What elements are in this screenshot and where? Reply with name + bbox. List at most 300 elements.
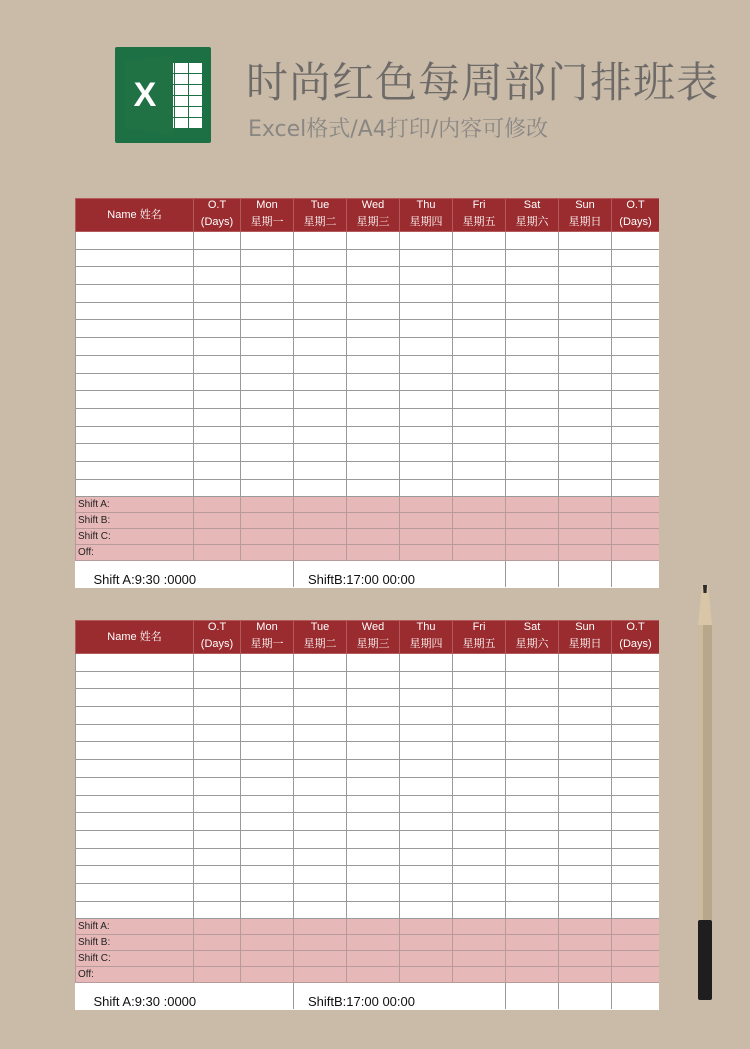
table-cell[interactable]: [294, 707, 347, 725]
table-cell[interactable]: [453, 529, 506, 545]
table-cell[interactable]: [506, 461, 559, 479]
table-cell[interactable]: [194, 901, 241, 919]
table-cell[interactable]: [453, 338, 506, 356]
table-cell[interactable]: [506, 967, 559, 983]
table-cell[interactable]: [559, 901, 612, 919]
table-cell[interactable]: [241, 724, 294, 742]
table-cell[interactable]: [559, 267, 612, 285]
table-cell[interactable]: [400, 338, 453, 356]
table-cell[interactable]: [453, 795, 506, 813]
table-cell[interactable]: [506, 355, 559, 373]
table-cell[interactable]: [347, 901, 400, 919]
table-cell[interactable]: [347, 391, 400, 409]
table-cell[interactable]: [347, 232, 400, 250]
table-cell[interactable]: [347, 707, 400, 725]
table-cell[interactable]: [241, 285, 294, 303]
table-cell[interactable]: [453, 707, 506, 725]
table-cell[interactable]: [76, 391, 194, 409]
table-cell[interactable]: [294, 529, 347, 545]
table-cell[interactable]: [241, 951, 294, 967]
table-cell[interactable]: [76, 338, 194, 356]
table-cell[interactable]: [400, 461, 453, 479]
table-cell[interactable]: [506, 935, 559, 951]
table-cell[interactable]: [612, 302, 660, 320]
table-cell[interactable]: [76, 742, 194, 760]
table-cell[interactable]: [559, 866, 612, 884]
table-cell[interactable]: [400, 813, 453, 831]
table-cell[interactable]: [453, 249, 506, 267]
table-cell[interactable]: [194, 883, 241, 901]
table-cell[interactable]: [76, 795, 194, 813]
table-cell[interactable]: [194, 320, 241, 338]
table-cell[interactable]: [453, 951, 506, 967]
table-cell[interactable]: [400, 883, 453, 901]
table-cell[interactable]: [294, 777, 347, 795]
table-cell[interactable]: [559, 408, 612, 426]
table-cell[interactable]: [506, 901, 559, 919]
table-cell[interactable]: [241, 373, 294, 391]
table-cell[interactable]: [347, 497, 400, 513]
table-cell[interactable]: [294, 232, 347, 250]
table-cell[interactable]: [76, 901, 194, 919]
table-cell[interactable]: [506, 232, 559, 250]
table-cell[interactable]: [506, 795, 559, 813]
table-cell[interactable]: [194, 249, 241, 267]
table-cell[interactable]: [559, 777, 612, 795]
table-cell[interactable]: [347, 724, 400, 742]
table-cell[interactable]: [294, 848, 347, 866]
table-cell[interactable]: [559, 742, 612, 760]
table-cell[interactable]: [612, 338, 660, 356]
table-cell[interactable]: [506, 373, 559, 391]
table-cell[interactable]: [294, 883, 347, 901]
table-cell[interactable]: [76, 866, 194, 884]
table-cell[interactable]: [241, 919, 294, 935]
table-cell[interactable]: [241, 866, 294, 884]
table-cell[interactable]: [400, 671, 453, 689]
table-cell[interactable]: [241, 654, 294, 672]
table-cell[interactable]: [294, 513, 347, 529]
table-cell[interactable]: [400, 267, 453, 285]
table-cell[interactable]: [76, 760, 194, 778]
table-cell[interactable]: [400, 444, 453, 462]
table-cell[interactable]: [76, 320, 194, 338]
table-cell[interactable]: [76, 813, 194, 831]
table-cell[interactable]: [347, 919, 400, 935]
table-cell[interactable]: [453, 654, 506, 672]
table-cell[interactable]: [400, 426, 453, 444]
table-cell[interactable]: [347, 545, 400, 561]
table-cell[interactable]: [347, 866, 400, 884]
table-cell[interactable]: [294, 391, 347, 409]
table-cell[interactable]: [559, 935, 612, 951]
table-cell[interactable]: [612, 707, 660, 725]
table-cell[interactable]: [400, 497, 453, 513]
table-cell[interactable]: [453, 267, 506, 285]
table-cell[interactable]: [241, 355, 294, 373]
table-cell[interactable]: [559, 391, 612, 409]
table-cell[interactable]: [559, 529, 612, 545]
table-cell[interactable]: [241, 320, 294, 338]
table-cell[interactable]: [506, 444, 559, 462]
table-cell[interactable]: [612, 461, 660, 479]
table-cell[interactable]: [400, 232, 453, 250]
table-cell[interactable]: [194, 232, 241, 250]
table-cell[interactable]: [194, 355, 241, 373]
table-cell[interactable]: [294, 935, 347, 951]
table-cell[interactable]: [400, 689, 453, 707]
table-cell[interactable]: [506, 479, 559, 497]
table-cell[interactable]: [612, 742, 660, 760]
table-cell[interactable]: [453, 813, 506, 831]
table-cell[interactable]: [194, 919, 241, 935]
table-cell[interactable]: [506, 654, 559, 672]
table-cell[interactable]: [559, 497, 612, 513]
table-cell[interactable]: [559, 479, 612, 497]
table-cell[interactable]: [559, 671, 612, 689]
table-cell[interactable]: [453, 545, 506, 561]
table-cell[interactable]: [506, 848, 559, 866]
table-cell[interactable]: [294, 461, 347, 479]
table-cell[interactable]: [294, 689, 347, 707]
table-cell[interactable]: [347, 513, 400, 529]
table-cell[interactable]: [347, 338, 400, 356]
table-cell[interactable]: [294, 919, 347, 935]
table-cell[interactable]: [612, 795, 660, 813]
table-cell[interactable]: [400, 777, 453, 795]
table-cell[interactable]: [76, 724, 194, 742]
table-cell[interactable]: [506, 813, 559, 831]
table-cell[interactable]: [400, 919, 453, 935]
table-cell[interactable]: [76, 285, 194, 303]
table-cell[interactable]: [453, 883, 506, 901]
table-cell[interactable]: [453, 901, 506, 919]
table-cell[interactable]: [612, 497, 660, 513]
table-cell[interactable]: [612, 967, 660, 983]
table-cell[interactable]: [194, 426, 241, 444]
table-cell[interactable]: [241, 830, 294, 848]
table-cell[interactable]: [400, 866, 453, 884]
table-cell[interactable]: [294, 355, 347, 373]
table-cell[interactable]: [400, 320, 453, 338]
table-cell[interactable]: [453, 513, 506, 529]
table-cell[interactable]: [453, 935, 506, 951]
table-cell[interactable]: [612, 391, 660, 409]
table-cell[interactable]: [294, 901, 347, 919]
table-cell[interactable]: [294, 444, 347, 462]
table-cell[interactable]: [559, 707, 612, 725]
table-cell[interactable]: [194, 967, 241, 983]
table-cell[interactable]: [559, 813, 612, 831]
table-cell[interactable]: [559, 320, 612, 338]
table-cell[interactable]: [506, 919, 559, 935]
table-cell[interactable]: [559, 461, 612, 479]
table-cell[interactable]: [194, 267, 241, 285]
table-cell[interactable]: [506, 777, 559, 795]
table-cell[interactable]: [559, 951, 612, 967]
table-cell[interactable]: [506, 497, 559, 513]
table-cell[interactable]: [194, 742, 241, 760]
table-cell[interactable]: [453, 967, 506, 983]
table-cell[interactable]: [612, 951, 660, 967]
table-cell[interactable]: [506, 883, 559, 901]
table-cell[interactable]: [612, 513, 660, 529]
table-cell[interactable]: [347, 654, 400, 672]
table-cell[interactable]: [294, 408, 347, 426]
table-cell[interactable]: [506, 689, 559, 707]
table-cell[interactable]: [612, 760, 660, 778]
table-cell[interactable]: [612, 777, 660, 795]
table-cell[interactable]: [294, 285, 347, 303]
table-cell[interactable]: [241, 249, 294, 267]
table-cell[interactable]: [559, 967, 612, 983]
table-cell[interactable]: [347, 285, 400, 303]
table-cell[interactable]: [559, 795, 612, 813]
table-cell[interactable]: [294, 813, 347, 831]
table-cell[interactable]: [294, 497, 347, 513]
table-cell[interactable]: [194, 830, 241, 848]
table-cell[interactable]: [506, 408, 559, 426]
table-cell[interactable]: [76, 707, 194, 725]
table-cell[interactable]: [347, 742, 400, 760]
table-cell[interactable]: [506, 545, 559, 561]
table-cell[interactable]: [559, 654, 612, 672]
table-cell[interactable]: [76, 232, 194, 250]
table-cell[interactable]: [400, 545, 453, 561]
table-cell[interactable]: [400, 513, 453, 529]
table-cell[interactable]: [400, 967, 453, 983]
table-cell[interactable]: [559, 724, 612, 742]
table-cell[interactable]: [506, 760, 559, 778]
table-cell[interactable]: [347, 951, 400, 967]
table-cell[interactable]: [506, 529, 559, 545]
table-cell[interactable]: [194, 671, 241, 689]
table-cell[interactable]: [612, 355, 660, 373]
table-cell[interactable]: [294, 760, 347, 778]
table-cell[interactable]: [76, 479, 194, 497]
table-cell[interactable]: [559, 232, 612, 250]
table-cell[interactable]: [76, 408, 194, 426]
table-cell[interactable]: [194, 545, 241, 561]
table-cell[interactable]: [559, 830, 612, 848]
table-cell[interactable]: [294, 338, 347, 356]
table-cell[interactable]: [294, 654, 347, 672]
table-cell[interactable]: [612, 545, 660, 561]
table-cell[interactable]: [400, 391, 453, 409]
table-cell[interactable]: [347, 408, 400, 426]
table-cell[interactable]: [347, 249, 400, 267]
table-cell[interactable]: [241, 901, 294, 919]
table-cell[interactable]: [400, 848, 453, 866]
table-cell[interactable]: [506, 742, 559, 760]
table-cell[interactable]: [194, 654, 241, 672]
table-cell[interactable]: [506, 338, 559, 356]
table-cell[interactable]: [559, 919, 612, 935]
table-cell[interactable]: [506, 707, 559, 725]
table-cell[interactable]: [241, 267, 294, 285]
table-cell[interactable]: [294, 267, 347, 285]
table-cell[interactable]: [347, 302, 400, 320]
table-cell[interactable]: [347, 461, 400, 479]
table-cell[interactable]: [506, 671, 559, 689]
table-cell[interactable]: [241, 671, 294, 689]
table-cell[interactable]: [400, 901, 453, 919]
table-cell[interactable]: [612, 249, 660, 267]
table-cell[interactable]: [241, 444, 294, 462]
table-cell[interactable]: [294, 249, 347, 267]
table-cell[interactable]: [612, 901, 660, 919]
table-cell[interactable]: [347, 320, 400, 338]
table-cell[interactable]: [347, 935, 400, 951]
table-cell[interactable]: [241, 461, 294, 479]
table-cell[interactable]: [453, 830, 506, 848]
table-cell[interactable]: [559, 302, 612, 320]
table-cell[interactable]: [347, 444, 400, 462]
table-cell[interactable]: [294, 479, 347, 497]
table-cell[interactable]: [347, 830, 400, 848]
table-cell[interactable]: [241, 391, 294, 409]
table-cell[interactable]: [241, 232, 294, 250]
table-cell[interactable]: [194, 707, 241, 725]
table-cell[interactable]: [294, 866, 347, 884]
table-cell[interactable]: [559, 760, 612, 778]
table-cell[interactable]: [400, 529, 453, 545]
table-cell[interactable]: [76, 461, 194, 479]
table-cell[interactable]: [506, 866, 559, 884]
table-cell[interactable]: [506, 302, 559, 320]
table-cell[interactable]: [194, 408, 241, 426]
table-cell[interactable]: [347, 671, 400, 689]
table-cell[interactable]: [194, 848, 241, 866]
table-cell[interactable]: [612, 866, 660, 884]
table-cell[interactable]: [506, 426, 559, 444]
table-cell[interactable]: [453, 919, 506, 935]
table-cell[interactable]: [347, 967, 400, 983]
table-cell[interactable]: [506, 391, 559, 409]
table-cell[interactable]: [294, 426, 347, 444]
table-cell[interactable]: [347, 426, 400, 444]
table-cell[interactable]: [241, 529, 294, 545]
table-cell[interactable]: [194, 951, 241, 967]
table-cell[interactable]: [76, 883, 194, 901]
table-cell[interactable]: [559, 373, 612, 391]
table-cell[interactable]: [294, 795, 347, 813]
table-cell[interactable]: [347, 355, 400, 373]
table-cell[interactable]: [453, 866, 506, 884]
table-cell[interactable]: [453, 742, 506, 760]
table-cell[interactable]: [506, 513, 559, 529]
table-cell[interactable]: [194, 497, 241, 513]
table-cell[interactable]: [612, 479, 660, 497]
table-cell[interactable]: [506, 320, 559, 338]
table-cell[interactable]: [194, 285, 241, 303]
table-cell[interactable]: [241, 426, 294, 444]
table-cell[interactable]: [294, 545, 347, 561]
table-cell[interactable]: [400, 742, 453, 760]
table-cell[interactable]: [194, 777, 241, 795]
table-cell[interactable]: [347, 777, 400, 795]
table-cell[interactable]: [294, 724, 347, 742]
table-cell[interactable]: [194, 444, 241, 462]
table-cell[interactable]: [612, 373, 660, 391]
table-cell[interactable]: [400, 654, 453, 672]
table-cell[interactable]: [612, 689, 660, 707]
table-cell[interactable]: [194, 513, 241, 529]
table-cell[interactable]: [453, 497, 506, 513]
table-cell[interactable]: [241, 497, 294, 513]
table-cell[interactable]: [241, 513, 294, 529]
table-cell[interactable]: [347, 883, 400, 901]
table-cell[interactable]: [194, 760, 241, 778]
table-cell[interactable]: [612, 408, 660, 426]
table-cell[interactable]: [453, 373, 506, 391]
table-cell[interactable]: [453, 302, 506, 320]
table-cell[interactable]: [294, 671, 347, 689]
table-cell[interactable]: [76, 654, 194, 672]
table-cell[interactable]: [400, 795, 453, 813]
table-cell[interactable]: [400, 707, 453, 725]
table-cell[interactable]: [241, 935, 294, 951]
table-cell[interactable]: [400, 302, 453, 320]
table-cell[interactable]: [559, 285, 612, 303]
table-cell[interactable]: [559, 444, 612, 462]
table-cell[interactable]: [241, 777, 294, 795]
table-cell[interactable]: [76, 267, 194, 285]
table-cell[interactable]: [559, 545, 612, 561]
table-cell[interactable]: [559, 338, 612, 356]
table-cell[interactable]: [612, 529, 660, 545]
table-cell[interactable]: [347, 848, 400, 866]
table-cell[interactable]: [194, 461, 241, 479]
table-cell[interactable]: [559, 883, 612, 901]
table-cell[interactable]: [347, 813, 400, 831]
table-cell[interactable]: [400, 935, 453, 951]
table-cell[interactable]: [294, 830, 347, 848]
table-cell[interactable]: [347, 760, 400, 778]
table-cell[interactable]: [241, 742, 294, 760]
table-cell[interactable]: [559, 689, 612, 707]
table-cell[interactable]: [241, 795, 294, 813]
table-cell[interactable]: [194, 391, 241, 409]
table-cell[interactable]: [612, 813, 660, 831]
table-cell[interactable]: [612, 848, 660, 866]
table-cell[interactable]: [241, 883, 294, 901]
table-cell[interactable]: [453, 689, 506, 707]
table-cell[interactable]: [453, 724, 506, 742]
table-cell[interactable]: [559, 249, 612, 267]
table-cell[interactable]: [400, 373, 453, 391]
table-cell[interactable]: [612, 654, 660, 672]
table-cell[interactable]: [612, 426, 660, 444]
table-cell[interactable]: [347, 267, 400, 285]
table-cell[interactable]: [241, 689, 294, 707]
table-cell[interactable]: [400, 830, 453, 848]
table-cell[interactable]: [612, 883, 660, 901]
table-cell[interactable]: [76, 777, 194, 795]
table-cell[interactable]: [612, 267, 660, 285]
table-cell[interactable]: [400, 249, 453, 267]
table-cell[interactable]: [241, 545, 294, 561]
table-cell[interactable]: [241, 302, 294, 320]
table-cell[interactable]: [241, 479, 294, 497]
table-cell[interactable]: [194, 813, 241, 831]
table-cell[interactable]: [506, 951, 559, 967]
table-cell[interactable]: [241, 848, 294, 866]
table-cell[interactable]: [294, 320, 347, 338]
table-cell[interactable]: [400, 355, 453, 373]
table-cell[interactable]: [612, 444, 660, 462]
table-cell[interactable]: [76, 830, 194, 848]
